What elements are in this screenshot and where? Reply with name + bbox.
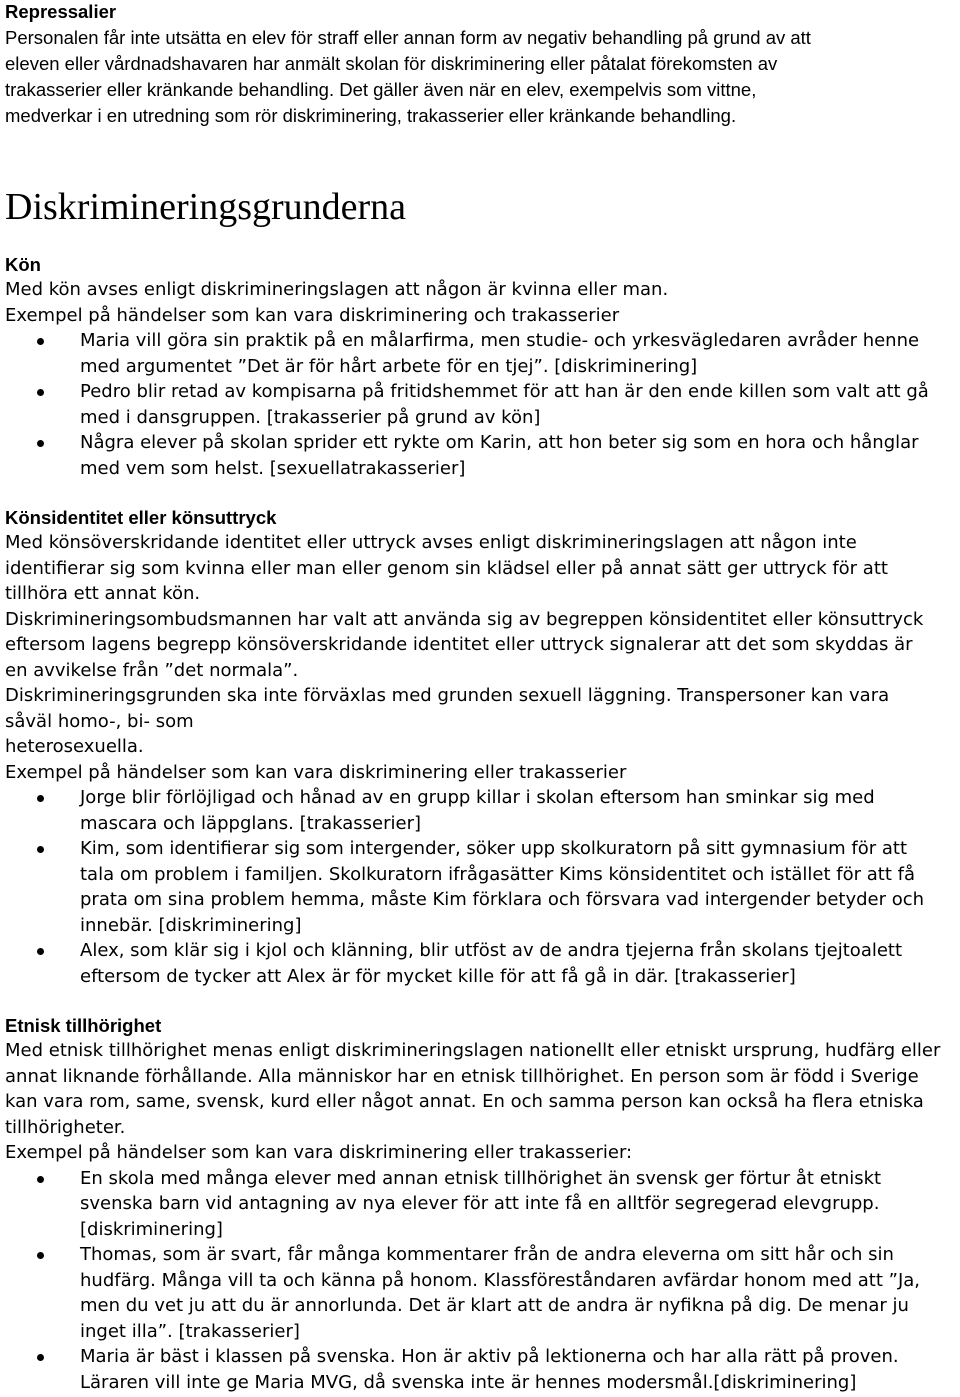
list-item-line: Jorge blir förlöjligad och hånad av en grupp killar i skolan eftersom han sminkar sig med bbox=[80, 787, 875, 808]
section-repressalier bbox=[5, 0, 957, 129]
heading-konsidentitet: Könsidentitet eller könsuttryck bbox=[5, 507, 277, 528]
repressalier-text bbox=[5, 25, 957, 129]
list-item-line: Maria är bäst i klassen på svenska. Hon är aktiv på lektionerna och har alla rätt på proven. bbox=[80, 1346, 899, 1367]
list-item bbox=[5, 1242, 957, 1344]
konsidentitet-example-list bbox=[5, 785, 957, 989]
text-line: Exempel på händelser som kan vara diskriminering eller trakasserier: bbox=[5, 1142, 633, 1163]
heading-repressalier: Repressalier bbox=[5, 1, 117, 22]
text-line: heterosexuella. bbox=[5, 736, 144, 757]
bullet-icon bbox=[37, 846, 44, 853]
list-item-line: inget illa”. [trakasserier] bbox=[80, 1320, 300, 1342]
text-line: Med könsöverskridande identitet eller uttryck avses enligt diskrimineringslagen att någon inte bbox=[5, 532, 857, 553]
text-line: Diskrimineringsombudsmannen har valt att använda sig av begreppen könsidentitet eller könsuttryck bbox=[5, 608, 924, 630]
text-line: eleven eller vårdnadshavaren har anmält skolan för diskriminering eller påtalat förekomsten av bbox=[5, 53, 778, 74]
text-line: annat liknande förhållande. Alla människor har en etnisk tillhörighet. En person som är född i Sverige bbox=[5, 1065, 919, 1087]
list-item-line: mascara och läppglans. [trakasserier] bbox=[80, 812, 422, 834]
list-item bbox=[5, 785, 957, 836]
list-item-line: med vem som helst. [sexuellatrakasserier] bbox=[80, 457, 466, 479]
list-item-line: Kim, som identifierar sig som intergender, söker upp skolkuratorn på sitt gymnasium för att bbox=[80, 838, 908, 859]
bullet-icon bbox=[37, 338, 44, 345]
list-item bbox=[5, 938, 957, 989]
list-item bbox=[5, 1166, 957, 1243]
bullet-icon bbox=[37, 795, 44, 802]
text-line: Diskrimineringsgrunden ska inte förväxlas med grunden sexuell läggning. Transpersoner kan vara bbox=[5, 685, 890, 706]
list-item-line: [diskriminering] bbox=[80, 1218, 223, 1240]
text-line: såväl homo-, bi- som bbox=[5, 710, 194, 732]
list-item-line: med argumentet ”Det är för hårt arbete för en tjej”. [diskriminering] bbox=[80, 355, 698, 377]
text-line: tillhöra ett annat kön. bbox=[5, 583, 201, 604]
bullet-icon bbox=[37, 1176, 44, 1183]
list-item bbox=[5, 379, 957, 430]
heading-etnisk: Etnisk tillhörighet bbox=[5, 1015, 162, 1036]
bullet-icon bbox=[37, 1354, 44, 1361]
bullet-icon bbox=[37, 948, 44, 955]
list-item-line: Pedro blir retad av kompisarna på fritidshemmet för att han är den ende killen som valt att gå bbox=[80, 381, 929, 402]
section-konsidentitet bbox=[5, 506, 957, 989]
list-item-line: Maria vill göra sin praktik på en målarfirma, men studie- och yrkesvägledaren avråder henne bbox=[80, 330, 920, 351]
text-line: medverkar i en utredning som rör diskriminering, trakasserier eller kränkande behandling. bbox=[5, 105, 737, 126]
section-etnisk bbox=[5, 1014, 957, 1395]
list-item-line: En skola med många elever med annan etnisk tillhörighet än svensk ger förtur åt etniskt bbox=[80, 1167, 882, 1189]
bullet-icon bbox=[37, 389, 44, 396]
list-item bbox=[5, 430, 957, 481]
text-line: identifierar sig som kvinna eller man eller genom sin klädsel eller på annat sätt ger uttryck för att bbox=[5, 557, 888, 579]
list-item-line: Läraren vill inte ge Maria MVG, då svenska inte är hennes modersmål.[diskriminering] bbox=[80, 1371, 857, 1393]
list-item bbox=[5, 328, 957, 379]
list-item-line: hudfärg. Många vill ta och känna på honom. Klassföreståndaren avfärdar honom med att ”Ja, bbox=[80, 1269, 921, 1291]
list-item-line: eftersom de tycker att Alex är för mycket kille för att få gå in där. [trakasserier] bbox=[80, 965, 796, 987]
section-kon bbox=[5, 253, 957, 481]
list-item-line: Några elever på skolan sprider ett rykte om Karin, att hon beter sig som en hora och hånglar bbox=[80, 432, 919, 453]
list-item-line: med i dansgruppen. [trakasserier på grund av kön] bbox=[80, 406, 541, 428]
heading-kon: Kön bbox=[5, 254, 41, 275]
text-line: Exempel på händelser som kan vara diskriminering eller trakasserier bbox=[5, 761, 627, 783]
list-item-line: Thomas, som är svart, får många kommentarer från de andra eleverna om sitt hår och sin bbox=[80, 1244, 894, 1265]
bullet-icon bbox=[37, 440, 44, 447]
kon-definition: Med kön avses enligt diskrimineringslagen att någon är kvinna eller man. bbox=[5, 279, 669, 300]
text-line: kan vara rom, same, svensk, kurd eller något annat. En och samma person kan också ha flera etniska bbox=[5, 1091, 924, 1112]
list-item-line: Alex, som klär sig i kjol och klänning, blir utföst av de andra tjejerna från skolans tjejtoalett bbox=[80, 940, 903, 961]
kon-examples-intro: Exempel på händelser som kan vara diskriminering och trakasserier bbox=[5, 304, 620, 326]
text-line: trakasserier eller kränkande behandling. Det gäller även när en elev, exempelvis som vittne, bbox=[5, 79, 757, 100]
text-line: tillhörigheter. bbox=[5, 1116, 126, 1138]
list-item bbox=[5, 1344, 957, 1395]
text-line: Med etnisk tillhörighet menas enligt diskrimineringslagen nationellt eller etniskt ursprung, hudfärg eller bbox=[5, 1040, 941, 1061]
text-line: Personalen får inte utsätta en elev för straff eller annan form av negativ behandling på grund av att bbox=[5, 27, 811, 48]
bullet-icon bbox=[37, 1252, 44, 1259]
document-page bbox=[5, 0, 957, 1395]
etnisk-example-list bbox=[5, 1166, 957, 1396]
list-item-line: prata om sina problem hemma, måste Kim förklara och försvara vad intergender betyder och bbox=[80, 889, 925, 910]
text-line: eftersom lagens begrepp könsöverskridande identitet eller uttryck signalerar att det som skyddas är bbox=[5, 634, 913, 655]
page-title: Diskrimineringsgrunderna bbox=[5, 186, 407, 228]
list-item-line: svenska barn vid antagning av nya elever för att inte få en alltför segregerad elevgrupp. bbox=[80, 1193, 880, 1214]
list-item-line: innebär. [diskriminering] bbox=[80, 914, 302, 936]
list-item-line: men du vet ju att du är annorlunda. Det är klart att de andra är nyfikna på dig. De menar ju bbox=[80, 1295, 909, 1316]
kon-example-list bbox=[5, 328, 957, 481]
list-item-line: tala om problem i familjen. Skolkuratorn ifrågasätter Kims könsidentitet och istället för att få bbox=[80, 863, 915, 885]
text-line: en avvikelse från ”det normala”. bbox=[5, 659, 299, 681]
list-item bbox=[5, 836, 957, 938]
